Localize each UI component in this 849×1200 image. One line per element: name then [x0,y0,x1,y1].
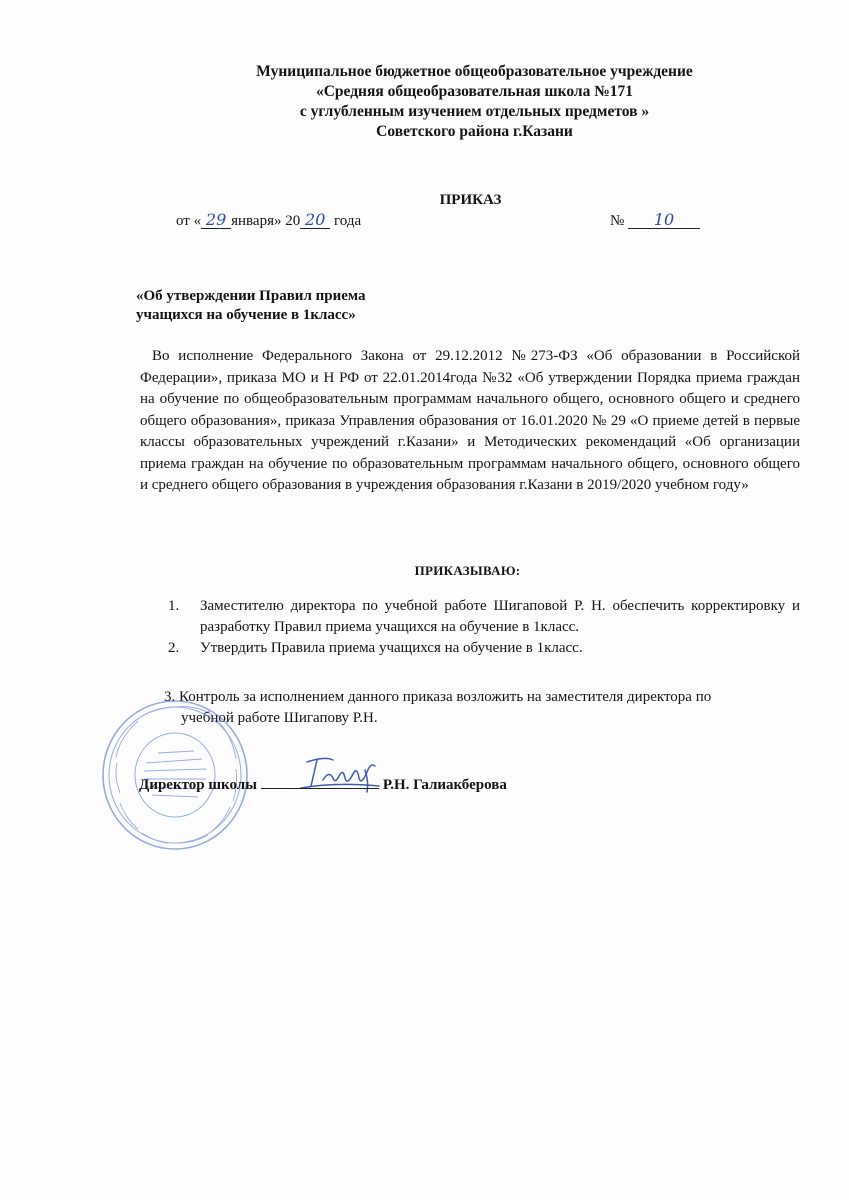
list-item [160,596,800,638]
date-prefix: от « [176,213,202,229]
preamble-text: Во исполнение Федерального Закона от 29.12.2012 №273-ФЗ «Об образовании в Российской Федерации», приказа МО и Н РФ от 22.01.2014года №32 «Об утверждении Порядка приема граждан на обучение по общеобразовательным программам начального общего, основного общего и среднего общего образования», приказа Управления образования от 16.01.2020 № 29 «О приеме детей в первые классы образовательных учреждений г.Казани» и Методических рекомендаций «Об организации приема граждан на обучение по образовательным программам начального общего, основного общего и среднего общего образования в учреждения образования г.Казани в 2019/2020 учебном году» [140,348,800,493]
item-number: 2. [168,640,180,656]
preamble [140,346,800,497]
header-line-3: с углубленным изучением отдельных предметов » [299,103,650,120]
list-item-3 [164,687,804,729]
number-label: № [610,213,629,229]
number-handwritten: 10 [628,212,700,229]
date-month: января» 20 [231,213,301,229]
signer-name: Р.Н. Галиакберова [382,777,507,793]
header-line-1: Муниципальное бюджетное общеобразовательное учреждение [256,63,693,80]
list-item [160,638,800,659]
signature-underline [261,774,379,789]
order-word: ПРИКАЗЫВАЮ: [414,563,521,578]
date-day-handwritten: 29 [201,212,231,229]
item3-line-2: учебной работе Шигапову Р.Н. [181,710,378,726]
date-suffix: года [330,213,362,229]
order-subject [136,287,366,325]
order-date [176,212,361,230]
institution-header [100,62,849,142]
item-number: 1. [168,598,180,614]
header-line-2: «Средняя общеобразовательная школа №171 [315,83,634,100]
item-text: Заместителю директора по учебной работе Шигаповой Р. Н. обеспечить корректировку и разработку Правил приема учащихся на обучение в 1класс. [200,598,800,635]
item3-line-1: 3. Контроль за исполнением данного приказа возложить на заместителя директора по [164,689,712,705]
date-year-handwritten: 20 [300,212,330,229]
order-items [160,596,800,659]
signer-title: Директор школы [139,777,257,793]
header-line-4: Советского района г.Казани [376,123,573,140]
order-number [610,212,700,230]
order-title: ПРИКАЗ [439,192,502,208]
signature-line [139,774,507,794]
item-text: Утвердить Правила приема учащихся на обучение в 1класс. [200,640,583,656]
subject-line-2: учащихся на обучение в 1класс» [136,307,356,323]
subject-line-1: «Об утверждении Правил приема [136,288,366,304]
